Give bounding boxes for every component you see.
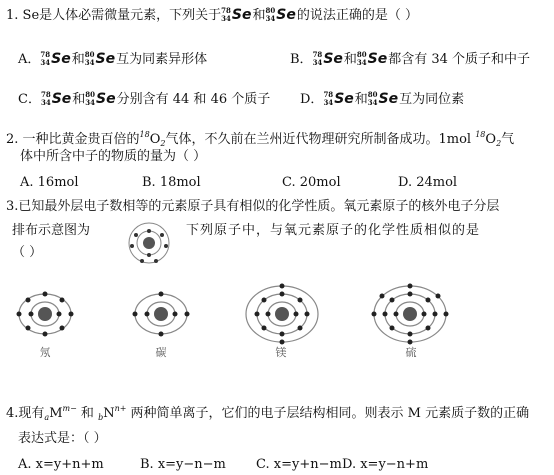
- q2-option-a[interactable]: A. 16mol: [20, 175, 79, 190]
- q3-stem-line2b: 下列原子中，与氧元素原子的化学性质相似的是: [186, 223, 481, 238]
- sulfur-label: 硫: [405, 346, 417, 359]
- neon-atom-diagram[interactable]: [14, 288, 76, 340]
- q2-stem-line2: 体中所含中子的物质的量为（ ）: [20, 149, 207, 164]
- q1-option-a[interactable]: A． 78 34 Se和 80 34 Se互为同素异形体: [18, 50, 208, 67]
- neon-label: 氖: [39, 346, 51, 359]
- q2-option-b[interactable]: B. 18mol: [142, 175, 201, 190]
- q3-stem-line1: 3.已知最外层电子数相等的元素原子具有相似的化学性质。氧元素原子的核外电子分层: [6, 199, 500, 214]
- magnesium-atom-diagram[interactable]: [242, 282, 322, 346]
- q2-option-c[interactable]: C. 20mol: [282, 175, 341, 190]
- q4-option-c[interactable]: C. x=y+n−m: [256, 457, 342, 472]
- magnesium-label: 镁: [275, 346, 287, 359]
- q4-option-b[interactable]: B. x=y−n−m: [140, 457, 226, 472]
- q1-option-c[interactable]: C． 78 34 Se和 80 34 Se分别含有 44 和 46 个质子: [18, 90, 271, 107]
- q2-stem-line1: 2. 一种比黄金贵百倍的$^{18}O_2$气体，不久前在兰州近代物理研究所制备成功。1mol $^{18}O_2$气: [6, 130, 515, 148]
- isotope-se80: 80 34 Se: [265, 6, 296, 23]
- sulfur-atom-diagram[interactable]: [370, 282, 450, 346]
- oxygen-atom-diagram: [124, 218, 174, 268]
- q4-stem-line2: 表达式是：（ ）: [18, 431, 107, 446]
- isotope-se78: 78 34 Se: [221, 6, 252, 23]
- q4-option-d[interactable]: D. x=y−n+m: [342, 457, 429, 472]
- q2-option-d[interactable]: D. 24mol: [398, 175, 458, 190]
- carbon-label: 碳: [155, 346, 167, 359]
- q3-stem-line3: （ ）: [12, 245, 43, 260]
- q1-option-b[interactable]: B． 78 34 Se和 80 34 Se都含有 34 个质子和中子: [290, 50, 531, 67]
- carbon-atom-diagram[interactable]: [130, 288, 192, 340]
- q1-option-d[interactable]: D． 78 34 Se和 80 34 Se互为同位素: [300, 90, 465, 107]
- q4-option-a[interactable]: A. x=y+n+m: [18, 457, 104, 472]
- q3-stem-line2a: 排布示意图为: [12, 223, 91, 238]
- q1-stem: 1. Se是人体必需微量元素，下列关于 78 34 Se和 80 34 Se的说法正确的是（ ）: [6, 6, 418, 23]
- q4-stem-line1: 4.现有$_aM^{m-}$ 和 $_bN^{n+}$ 两种简单离子，它们的电子层结构相同。则表示 M 元素质子数的正确: [6, 404, 530, 422]
